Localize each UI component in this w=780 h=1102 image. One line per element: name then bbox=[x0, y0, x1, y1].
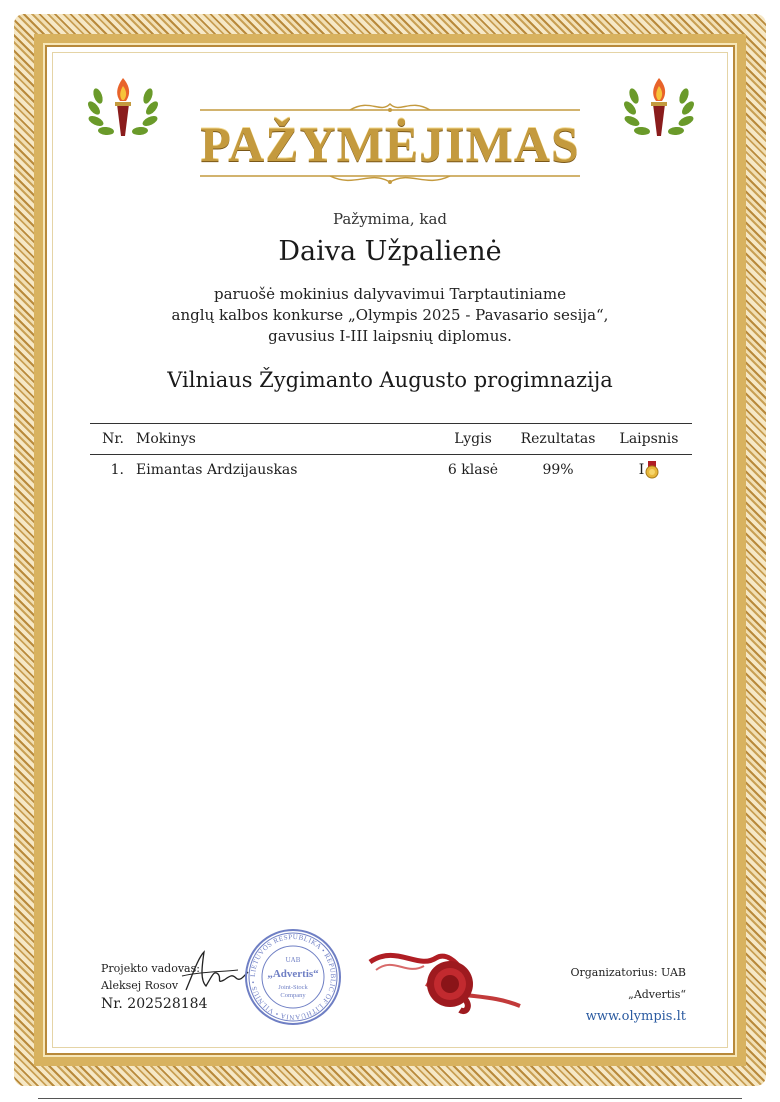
certificate-description bbox=[60, 284, 720, 347]
manager-name: Aleksej Rosov bbox=[101, 979, 179, 992]
certificate-number: Nr. 202528184 bbox=[101, 996, 208, 1012]
website-link[interactable]: www.olympis.lt bbox=[585, 1009, 686, 1024]
company-stamp bbox=[244, 928, 342, 1026]
certifies-label: Pažymima, kad bbox=[332, 210, 448, 228]
row-result: 99% bbox=[542, 462, 574, 478]
school-name: Vilniaus Žygimanto Augusto progimnazija bbox=[167, 368, 613, 392]
organizer-text: Organizatorius: UAB „Advertis“ bbox=[570, 966, 686, 1001]
manager-label: Projekto vadovas: bbox=[101, 962, 200, 975]
row-nr: 1. bbox=[110, 462, 124, 478]
certificate-paper bbox=[52, 52, 728, 1048]
certificate-title: PAŽYMĖJIMAS bbox=[200, 116, 580, 172]
results-table bbox=[90, 423, 692, 485]
stamp-ring-text: LIETUVOS RESPUBLIKA • REPUBLIC OF LITHUANIA • VILNIUS • bbox=[248, 932, 338, 1022]
stamp-sub2: Company bbox=[280, 992, 306, 999]
stamp-top-text: UAB bbox=[285, 956, 301, 964]
torch-laurel-icon bbox=[620, 74, 698, 144]
description-line: paruošė mokinius dalyvavimui Tarptautiniame bbox=[214, 285, 566, 303]
page-divider bbox=[38, 1098, 742, 1099]
header-result: Rezultatas bbox=[510, 424, 606, 455]
row-degree: I bbox=[638, 462, 645, 478]
header-student: Mokinys bbox=[132, 424, 436, 455]
table-row bbox=[90, 455, 692, 486]
header-level: Lygis bbox=[436, 424, 510, 455]
recipient-name: Daiva Užpalienė bbox=[278, 236, 502, 267]
description-line: anglų kalbos konkurse „Olympis 2025 - Pavasario sesija“, bbox=[171, 306, 609, 324]
flourish-ornament-icon bbox=[180, 170, 600, 186]
stamp-company: „Advertis“ bbox=[267, 968, 319, 980]
row-level: 6 klasė bbox=[447, 462, 499, 478]
row-degree-cell bbox=[606, 455, 692, 486]
header-nr: Nr. bbox=[90, 424, 132, 455]
wax-seal-icon bbox=[366, 940, 526, 1020]
row-student: Eimantas Ardzijauskas bbox=[136, 462, 298, 478]
description-line: gavusius I-III laipsnių diplomus. bbox=[268, 327, 512, 345]
table-header-row bbox=[90, 424, 692, 455]
torch-laurel-icon bbox=[84, 74, 162, 144]
stamp-sub1: Joint-Stock bbox=[278, 984, 308, 991]
organizer-block bbox=[520, 962, 686, 1028]
gold-medal-icon bbox=[645, 461, 659, 479]
title-block bbox=[180, 100, 600, 186]
header-degree: Laipsnis bbox=[606, 424, 692, 455]
flourish-ornament-icon bbox=[180, 100, 600, 116]
